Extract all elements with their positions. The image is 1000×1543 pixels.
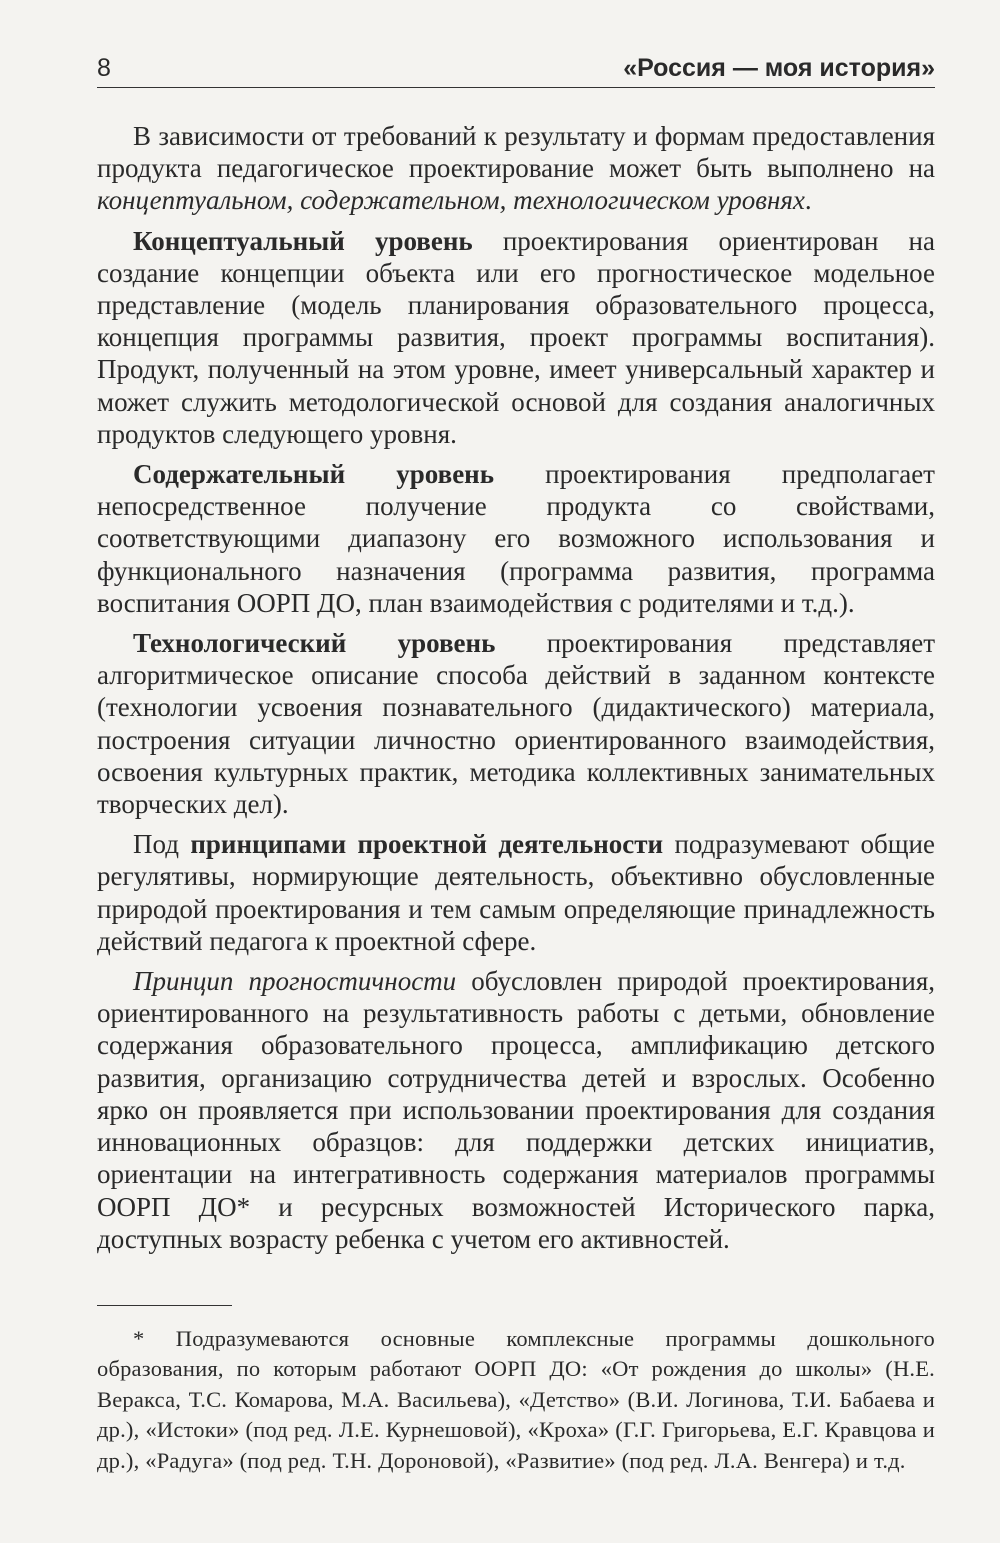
paragraph-text: В зависимости от требований к результату и формам предоставления продукта педагогическое проектирование может быть выполнено на [97,121,935,184]
paragraph-principles [97,828,935,957]
paragraph-conceptual-level [97,225,935,450]
footnote: * Подразумеваются основные комплексные программы дошкольного образования, по которым работают ООРП ДО: «От рождения до школы» (Н.Е. Веракса, Т.С. Комарова, М.А. Васильева), «Детство» (В.И. Логинова, Т.И. Бабаева и др.), «Истоки» (под ред. Л.Е. Курнешовой), «Кроха» (Г.Г. Григорьева, Е.Г. Кравцова и др.), «Радуга» (под ред. Т.Н. Дороновой), «Развитие» (под ред. Л.А. Венгера) и т.д. [97,1325,935,1473]
term-technological-level: Технологический уровень [133,628,496,659]
paragraph-text: проектирования представляет алгоритмическое описание способа действий в заданном контексте (технологии усвоения познавательного (дидактического) материала, построения ситуации личностно ориентированного взаимодействия, освоения культурных практик, методика коллективных занимательных творческих дел). [97,628,935,820]
paragraph-text: подразумевают общие регулятивы, нормирующие деятельность, объективно обусловленные природой проектирования и тем самым определяющие принадлежность действий педагога к проектной сфере. [97,829,935,956]
running-header [97,40,935,88]
paragraph-text: обусловлен природой проектирования, ориентированного на результативность работы с детьми, обновление содержания образовательного процесса, амплификацию детского развития, организацию сотрудничества детей и взрослых. Особенно ярко он проявляется при использовании проектирования для создания инновационных образцов: для поддержки детских инициатив, ориентации на интегративность содержания материалов программы ООРП ДО* и ресурсных возможностей Исторического парка, доступных возрасту ребенка с учетом его активностей. [97,966,935,1254]
running-title: «Россия — моя история» [623,54,935,82]
emphasis-levels: концептуальном, содержательном, технологическом уровнях [97,185,805,216]
body-text [97,120,935,1255]
footnote-divider [97,1305,232,1306]
paragraph-text: проектирования ориентирован на создание концепции объекта или его прогностическое модельное представление (модель планирования образовательного процесса, концепция программы развития, проект программы воспитания). Продукт, полученный на этом уровне, имеет универсальный характер и может служить методологической основой для создания аналогичных продуктов следующего уровня. [97,225,935,449]
paragraph-content-level [97,458,935,619]
paragraph-text: . [804,185,812,216]
term-prognostic-principle: Принцип прогностичности [133,966,457,997]
paragraph-text: проектирования предполагает непосредственное получение продукта со свойствами, соответствующими диапазону его возможного использования и функционального назначения (программа развития, программа воспитания ООРП ДО, план взаимодействия с родителями и т.д.). [97,459,935,618]
term-conceptual-level: Концептуальный уровень [133,225,473,256]
paragraph-prognostic-principle [97,965,935,1255]
term-principles: принципами проектной деятельности [190,829,664,860]
term-content-level: Содержательный уровень [133,459,495,490]
paragraph-text: Под [133,829,191,860]
paragraph-technological-level [97,627,935,820]
paragraph-design-levels [97,120,935,217]
book-page [97,40,935,1476]
page-number: 8 [97,54,111,82]
